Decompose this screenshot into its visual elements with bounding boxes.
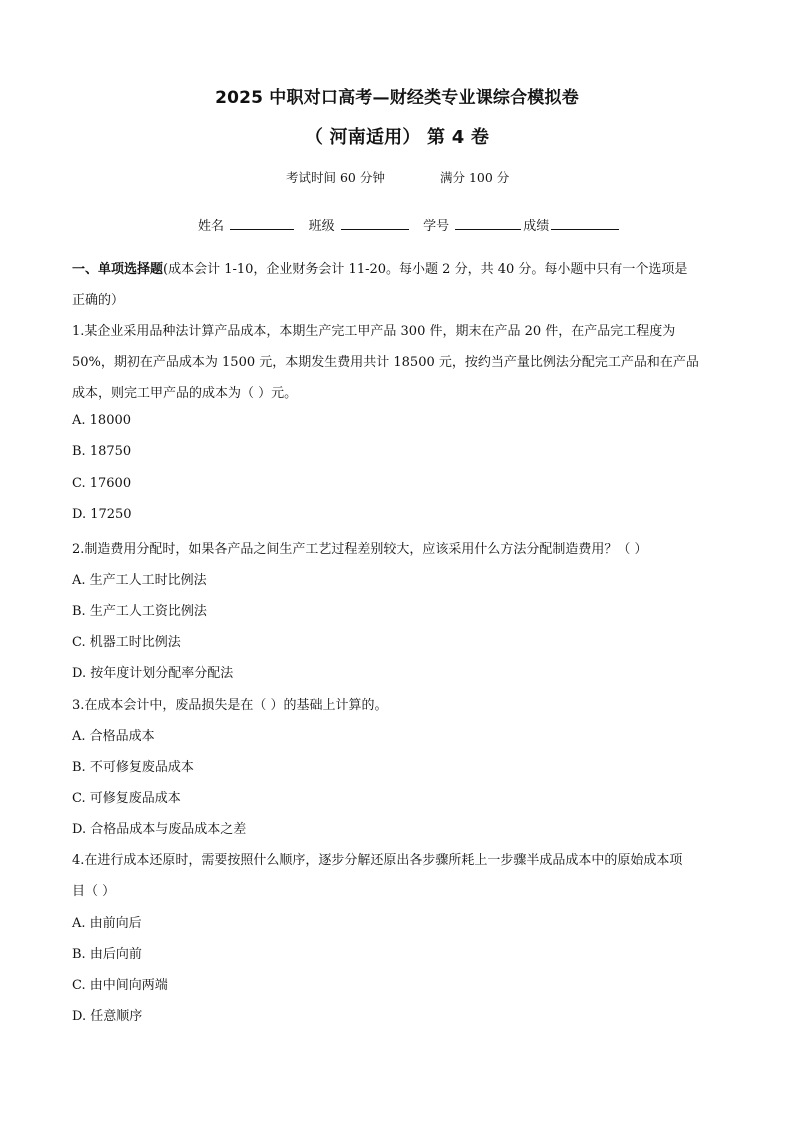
question-1-stem-line-3: 成本，则完工甲产品的成本为（ ）元。 bbox=[72, 386, 298, 401]
class-label: 班级 bbox=[308, 219, 335, 234]
student-id-label: 学号 bbox=[423, 219, 450, 234]
score-label: 成绩 bbox=[523, 219, 550, 234]
question-3-option-d: D. 合格品成本与废品成本之差 bbox=[72, 822, 247, 837]
student-id-blank bbox=[455, 217, 521, 230]
question-2-option-b: B. 生产工人工资比例法 bbox=[72, 604, 207, 619]
class-blank bbox=[341, 217, 409, 230]
exam-subtitle: （ 河南适用） 第 4 卷 bbox=[304, 127, 490, 148]
question-4-option-d: D. 任意顺序 bbox=[72, 1009, 143, 1024]
section-heading-line2: 正确的） bbox=[72, 293, 125, 308]
exam-title: 2025 中职对口高考—财经类专业课综合模拟卷 bbox=[215, 88, 579, 108]
name-blank bbox=[230, 217, 294, 230]
question-2-stem-line-1: 2.制造费用分配时，如果各产品之间生产工艺过程差别较大，应该采用什么方法分配制造费用？（ ） bbox=[72, 542, 648, 557]
question-3-stem-line-1: 3.在成本会计中，废品损失是在（ ）的基础上计算的。 bbox=[72, 698, 388, 713]
question-4-option-c: C. 由中间向两端 bbox=[72, 978, 168, 993]
question-2-option-a: A. 生产工人工时比例法 bbox=[72, 573, 207, 588]
question-3-option-b: B. 不可修复废品成本 bbox=[72, 760, 194, 775]
score-blank bbox=[551, 217, 619, 230]
section-heading bbox=[72, 258, 687, 277]
question-4-stem-line-1: 4.在进行成本还原时，需要按照什么顺序，逐步分解还原出各步骤所耗上一步骤半成品成本中的原始成本项 bbox=[72, 853, 683, 868]
section-heading-bold: 一、单项选择题 bbox=[72, 262, 164, 277]
question-4-stem-line-2: 目（ ） bbox=[72, 884, 116, 899]
section-heading-text: (成本会计 1-10，企业财务会计 11-20。每小题 2 分，共 40 分。每小题中只有一个选项是 bbox=[163, 262, 688, 277]
question-3-option-c: C. 可修复废品成本 bbox=[72, 791, 181, 806]
question-1-stem-line-1: 1.某企业采用品种法计算产品成本，本期生产完工甲产品 300 件，期末在产品 20 件，在产品完工程度为 bbox=[72, 324, 676, 339]
question-1-option-c: C. 17600 bbox=[72, 476, 132, 491]
question-1-option-b: B. 18750 bbox=[72, 444, 132, 459]
full-score: 满分 100 分 bbox=[440, 170, 510, 185]
question-2-option-d: D. 按年度计划分配率分配法 bbox=[72, 666, 234, 681]
question-3-option-a: A. 合格品成本 bbox=[72, 729, 155, 744]
question-1-option-d: D. 17250 bbox=[72, 507, 132, 522]
question-2-option-c: C. 机器工时比例法 bbox=[72, 635, 181, 650]
question-4-option-a: A. 由前向后 bbox=[72, 916, 142, 931]
question-1-option-a: A. 18000 bbox=[72, 413, 132, 428]
question-1-stem-line-2: 50%，期初在产品成本为 1500 元，本期发生费用共计 18500 元，按约当产量比例法分配完工产品和在产品 bbox=[72, 355, 699, 370]
question-4-option-b: B. 由后向前 bbox=[72, 947, 142, 962]
student-info-line bbox=[198, 215, 621, 234]
exam-time: 考试时间 60 分钟 bbox=[286, 170, 385, 185]
name-label: 姓名 bbox=[198, 219, 225, 234]
